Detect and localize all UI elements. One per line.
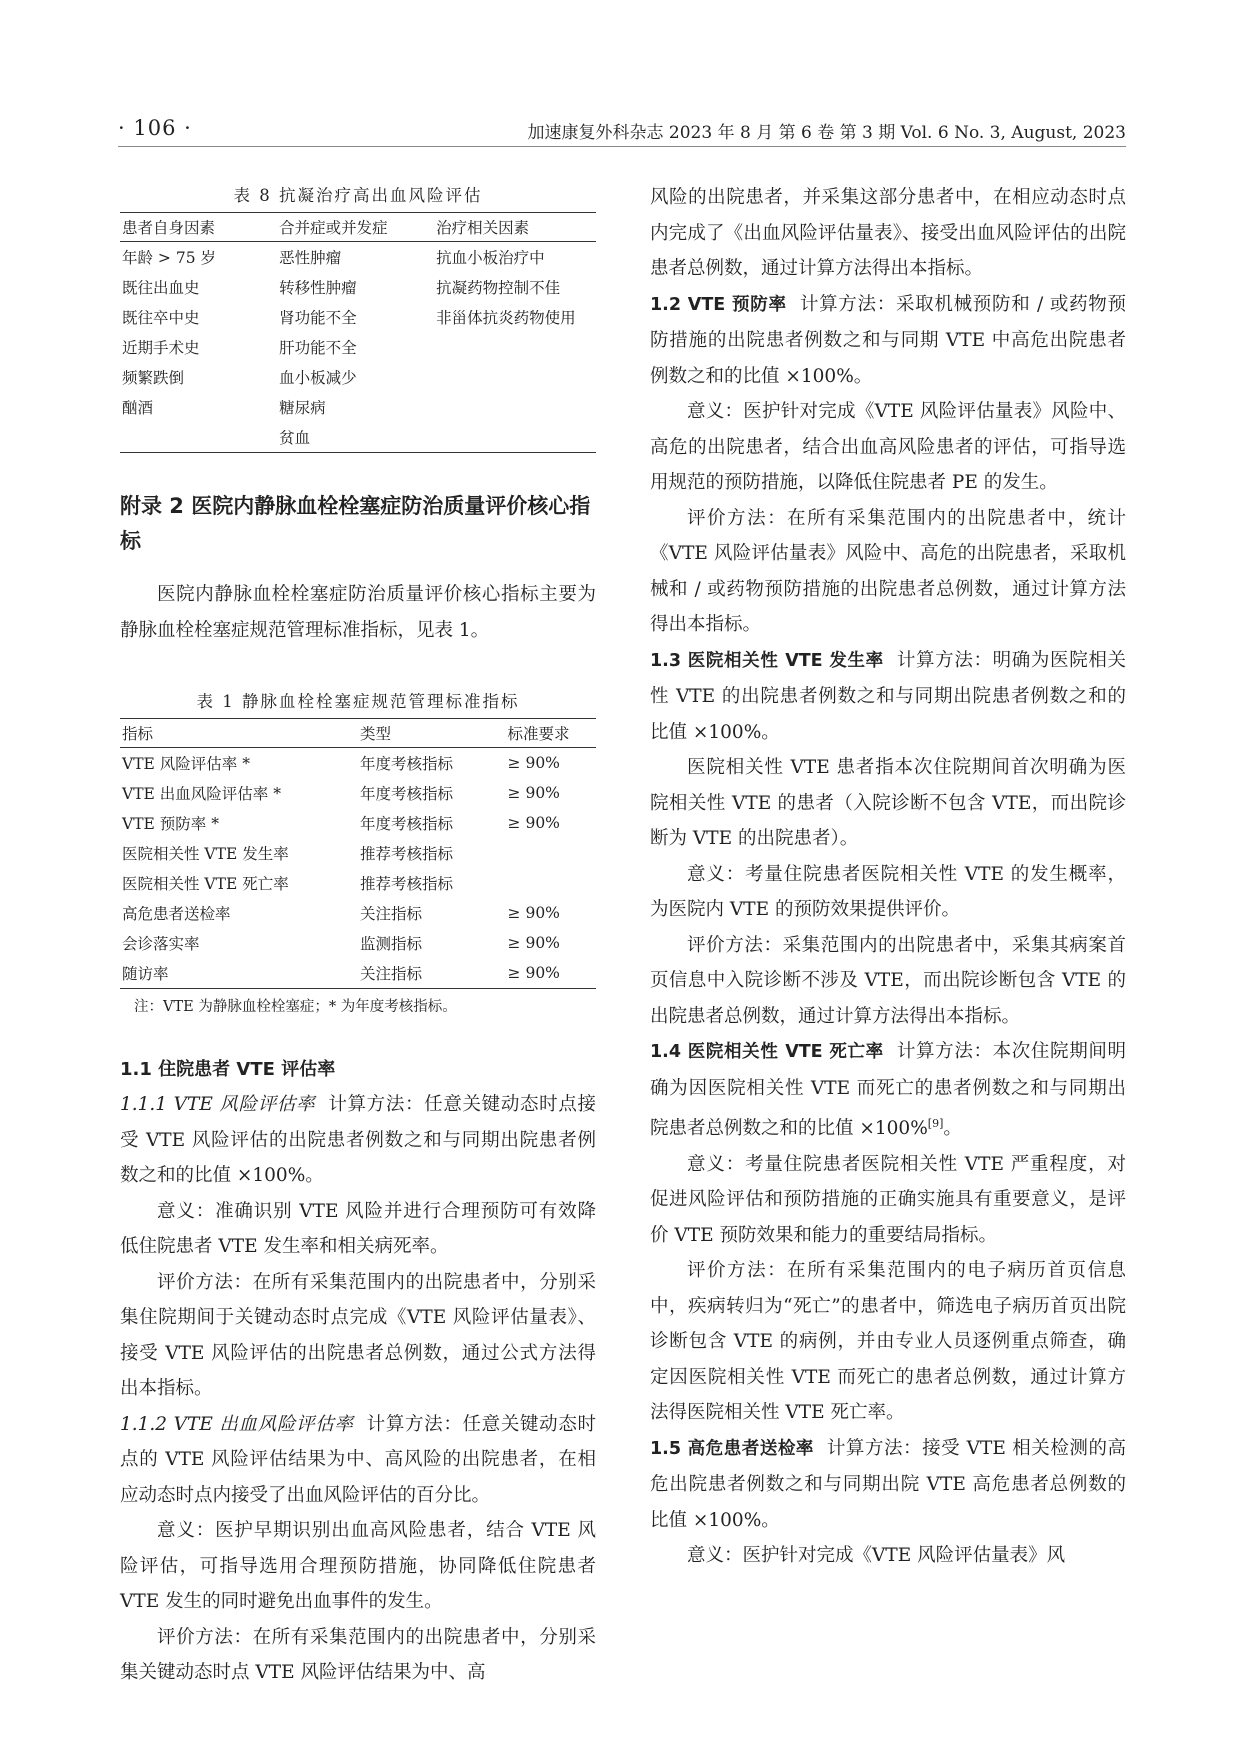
table-row xyxy=(120,928,596,958)
table1-caption: 表 1 静脉血栓栓塞症规范管理标准指标 xyxy=(196,692,520,711)
table-cell: 抗血小板治疗中 xyxy=(436,249,545,267)
table1-header-cell: 标准要求 xyxy=(506,719,596,748)
table-cell: 推荐考核指标 xyxy=(360,875,454,893)
table-row xyxy=(120,332,596,362)
table-row xyxy=(120,868,596,898)
section-1-3-meaning: 意义：考量住院患者医院相关性 VTE 的发生概率，为医院内 VTE 的预防效果提供评价。 xyxy=(650,863,1126,920)
table-cell: ≥ 90% xyxy=(506,958,596,989)
table-cell: ≥ 90% xyxy=(507,784,560,802)
table-cell: 推荐考核指标 xyxy=(360,845,454,863)
section-1-2-meaning: 意义：医护针对完成《VTE 风险评估量表》风险中、高危的出院患者，结合出血高风险患者的评估，可指导选用规范的预防措施，以降低住院患者 PE 的发生。 xyxy=(650,401,1126,493)
table-row xyxy=(120,392,596,422)
table-row xyxy=(120,808,596,838)
section-1-1-2-meaning: 意义：医护早期识别出血高风险患者，结合 VTE 风险评估，可指导选用合理预防措施，协同降低住院患者 VTE 发生的同时避免出血事件的发生。 xyxy=(120,1520,596,1612)
table-cell xyxy=(434,392,596,422)
table-cell: ≥ 90% xyxy=(507,934,560,952)
continued-paragraph: 风险的出院患者，并采集这部分患者中，在相应动态时点内完成了《出血风险评估量表》、接受出血风险评估的出院患者总例数，通过计算方法得出本指标。 xyxy=(650,187,1126,279)
appendix-title: 附录 2 医院内静脉血栓栓塞症防治质量评价核心指标 xyxy=(120,494,591,553)
table-cell: 抗凝药物控制不佳 xyxy=(436,279,561,297)
table-row xyxy=(120,748,596,779)
section-1-5 xyxy=(650,1431,1126,1539)
table-cell: 关注指标 xyxy=(360,905,423,923)
section-1-4-title: 1.4 医院相关性 VTE 死亡率 xyxy=(650,1042,884,1062)
table-cell xyxy=(434,422,596,453)
table-cell xyxy=(120,422,277,453)
table1-header-row xyxy=(120,719,596,748)
table-cell: 非甾体抗炎药物使用 xyxy=(436,309,576,327)
section-1-1-2-title: 1.1.2 VTE 出血风险评估率 xyxy=(120,1413,354,1435)
section-1-5-meaning: 意义：医护针对完成《VTE 风险评估量表》风 xyxy=(687,1545,1066,1567)
left-column xyxy=(120,172,596,1691)
table-cell: ≥ 90% xyxy=(507,904,560,922)
table-cell: 血小板减少 xyxy=(279,369,357,387)
table-cell: 转移性肿瘤 xyxy=(279,279,357,297)
section-1-1-1 xyxy=(120,1087,596,1194)
table-cell: 随访率 xyxy=(120,958,358,989)
table-cell xyxy=(434,362,596,392)
table-cell: 年度考核指标 xyxy=(360,815,454,833)
section-1-1-2-text: 计算方法：任意关键动态时点的 VTE 风险评估结果为中、高风险的出院患者，在相应动态时点内接受了出血风险评估的百分比。 xyxy=(120,1413,596,1506)
table-cell: 高危患者送检率 xyxy=(122,905,231,923)
table-row xyxy=(120,898,596,928)
section-1-2-method: 评价方法：在所有采集范围内的出院患者中，统计《VTE 风险评估量表》风险中、高危的出院患者，采取机械和 / 或药物预防措施的出院患者总例数，通过计算方法得出本指标。 xyxy=(650,507,1126,635)
table8 xyxy=(120,212,596,453)
section-1-4 xyxy=(650,1034,1126,1147)
table-row xyxy=(120,838,596,868)
table-cell: 肾功能不全 xyxy=(279,309,357,327)
table1-note: 注：VTE 为静脉血栓栓塞症；* 为年度考核指标。 xyxy=(134,999,457,1015)
section-1-2 xyxy=(650,287,1126,395)
section-1-1-title: 1.1 住院患者 VTE 评估率 xyxy=(120,1059,336,1080)
table-cell: 糖尿病 xyxy=(279,399,326,417)
table-cell: 恶性肿瘤 xyxy=(279,249,342,267)
right-column xyxy=(650,180,1126,1574)
table-cell: 年龄 > 75 岁 xyxy=(122,249,216,267)
table-row xyxy=(120,272,596,302)
section-1-2-text: 计算方法：采取机械预防和 / 或药物预防措施的出院患者例数之和与同期 VTE 中高危出院患者例数之和的比值 ×100%。 xyxy=(650,293,1126,387)
section-1-3-method: 评价方法：采集范围内的出院患者中，采集其病案首页信息中入院诊断不涉及 VTE，而出院诊断包含 VTE 的出院患者总例数，通过计算方法得出本指标。 xyxy=(650,934,1126,1027)
section-1-1-1-method: 评价方法：在所有采集范围内的出院患者中，分别采集住院期间于关键动态时点完成《VTE 风险评估量表》、接受 VTE 风险评估的出院患者总例数，通过公式方法得出本指标。 xyxy=(120,1271,596,1399)
table-cell: 既往出血史 xyxy=(122,279,200,297)
table-cell: 会诊落实率 xyxy=(122,935,200,953)
section-1-4-text: 计算方法：本次住院期间明确为因医院相关性 VTE 而死亡的患者例数之和与同期出院患者总例数之和的比值 ×100% xyxy=(650,1041,1126,1140)
table-cell: ≥ 90% xyxy=(507,754,560,772)
section-1-4-method: 评价方法：在所有采集范围内的电子病历首页信息中，疾病转归为“死亡”的患者中，筛选电子病历首页出院诊断包含 VTE 的病例，并由专业人员逐例重点筛查，确定因医院相关性 VTE 而死亡的患者总例数，通过计算方法得医院相关性 VTE 死亡率。 xyxy=(650,1260,1126,1424)
table-cell: 年度考核指标 xyxy=(360,755,454,773)
section-1-1-1-text: 计算方法：任意关键动态时点接受 VTE 风险评估的出院患者例数之和与同期出院患者例数之和的比值 ×100%。 xyxy=(120,1094,596,1186)
table-row xyxy=(120,778,596,808)
table-cell: VTE 预防率 * xyxy=(122,815,219,833)
appendix-intro: 医院内静脉血栓栓塞症防治质量评价核心指标主要为静脉血栓栓塞症规范管理标准指标，见表 1。 xyxy=(120,584,596,641)
table1-header-cell: 指标 xyxy=(120,719,358,748)
table-cell: 肝功能不全 xyxy=(279,339,357,357)
table-cell: 既往卒中史 xyxy=(122,309,200,327)
page-number: · 106 · xyxy=(118,116,192,140)
table8-header-cell: 患者自身因素 xyxy=(120,213,277,242)
table-cell: 贫血 xyxy=(277,422,434,453)
table8-caption: 表 8 抗凝治疗高出血风险评估 xyxy=(233,186,483,205)
table8-header-cell: 治疗相关因素 xyxy=(434,213,596,242)
table-cell: 近期手术史 xyxy=(122,339,200,357)
section-1-1-1-meaning: 意义：准确识别 VTE 风险并进行合理预防可有效降低住院患者 VTE 发生率和相关病死率。 xyxy=(120,1200,596,1257)
table1-header-cell: 类型 xyxy=(358,719,506,748)
table1 xyxy=(120,718,596,989)
table-row xyxy=(120,958,596,989)
table-row xyxy=(120,362,596,392)
table-cell: ≥ 90% xyxy=(507,814,560,832)
table-cell: 医院相关性 VTE 发生率 xyxy=(122,845,289,863)
section-1-5-text: 计算方法：接受 VTE 相关检测的高危出院患者例数之和与同期出院 VTE 高危患者总例数的比值 ×100%。 xyxy=(650,1437,1126,1531)
section-1-4-end: 。 xyxy=(943,1118,962,1140)
section-1-2-title: 1.2 VTE 预防率 xyxy=(650,294,787,315)
table-cell: 医院相关性 VTE 死亡率 xyxy=(122,875,289,893)
section-1-3 xyxy=(650,643,1126,751)
table8-header-cell: 合并症或并发症 xyxy=(277,213,434,242)
table-cell xyxy=(506,838,596,868)
page-header xyxy=(118,112,1126,147)
table-cell xyxy=(434,332,596,362)
section-1-5-title: 1.5 高危患者送检率 xyxy=(650,1438,814,1459)
journal-info: 加速康复外科杂志 2023 年 8 月 第 6 卷 第 3 期 Vol. 6 No. 3, August, 2023 xyxy=(527,123,1126,143)
section-1-1-2 xyxy=(120,1407,596,1514)
table-row xyxy=(120,422,596,453)
section-1-3-title: 1.3 医院相关性 VTE 发生率 xyxy=(650,650,884,671)
table8-header-row xyxy=(120,213,596,242)
table-cell: 关注指标 xyxy=(358,958,506,989)
table-cell: 频繁跌倒 xyxy=(122,369,185,387)
table-cell: 年度考核指标 xyxy=(360,785,454,803)
section-1-3-text: 计算方法：明确为医院相关性 VTE 的出院患者例数之和与同期出院患者例数之和的比值 ×100%。 xyxy=(650,649,1126,743)
table-row xyxy=(120,302,596,332)
citation-ref: [9] xyxy=(927,1117,944,1130)
table-cell xyxy=(506,868,596,898)
section-1-1-2-method: 评价方法：在所有采集范围内的出院患者中，分别采集关键动态时点 VTE 风险评估结果为中、高 xyxy=(120,1626,596,1683)
table-row xyxy=(120,242,596,273)
section-1-1-1-title: 1.1.1 VTE 风险评估率 xyxy=(120,1094,316,1115)
section-1-4-meaning: 意义：考量住院患者医院相关性 VTE 严重程度，对促进风险评估和预防措施的正确实施具有重要意义，是评价 VTE 预防效果和能力的重要结局指标。 xyxy=(650,1153,1126,1246)
table-cell: 酗酒 xyxy=(122,399,154,417)
table-cell: VTE 风险评估率 * xyxy=(122,755,250,773)
table-cell: VTE 出血风险评估率 * xyxy=(122,785,281,803)
table-cell: 监测指标 xyxy=(360,935,423,953)
section-1-3-definition: 医院相关性 VTE 患者指本次住院期间首次明确为医院相关性 VTE 的患者（入院诊断不包含 VTE，而出院诊断为 VTE 的出院患者）。 xyxy=(650,757,1126,849)
